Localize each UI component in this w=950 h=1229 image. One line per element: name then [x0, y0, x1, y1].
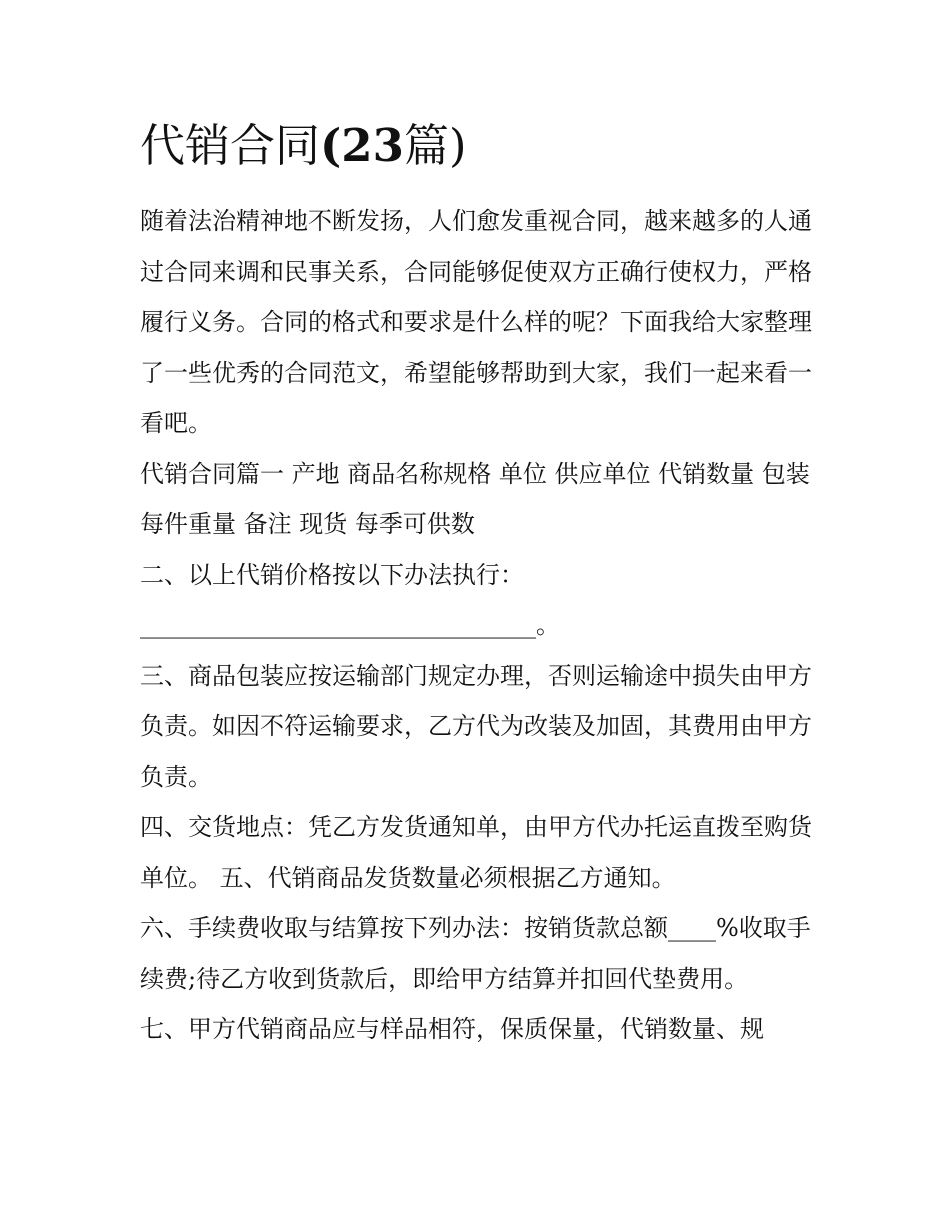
paragraph-intro: 随着法治精神地不断发扬，人们愈发重视合同，越来越多的人通过合同来调和民事关系，合同能够促使双方正确行使权力，严格履行义务。合同的格式和要求是什么样的呢？下面我给大家整理了一些优秀的合同范文，希望能够帮助到大家，我们一起来看一看吧。: [140, 207, 812, 437]
paragraph-clause-7: 七、甲方代销商品应与样品相符，保质保量，代销数量、规: [140, 1015, 764, 1043]
title-suffix: 篇): [403, 119, 467, 172]
paragraph-section-1: 代销合同篇一 产地 商品名称规格 单位 供应单位 代销数量 包装 每件重量 备注 现货 每季可供数: [140, 459, 810, 538]
page-title: [140, 114, 467, 178]
title-count: (23: [320, 119, 404, 172]
paragraph-clause-2: 二、以上代销价格按以下办法执行：: [140, 560, 524, 589]
paragraph-clause-3: 三、商品包装应按运输部门规定办理，否则运输途中损失由甲方负责。如因不符运输要求，乙方代为改装及加固，其费用由甲方负责。: [140, 661, 812, 791]
document-body: [140, 196, 820, 1055]
paragraph-blank-line: _________________________________。: [140, 611, 560, 639]
title-text: 代销合同: [140, 119, 321, 172]
paragraph-clause-4-5: 四、交货地点：凭乙方发货通知单，由甲方代办托运直拨至购货单位。 五、代销商品发货数量必须根据乙方通知。: [140, 813, 812, 892]
paragraph-clause-6: 六、手续费收取与结算按下列办法：按销货款总额____%收取手续费;待乙方收到货款后，即给甲方结算并扣回代垫费用。: [140, 914, 811, 993]
